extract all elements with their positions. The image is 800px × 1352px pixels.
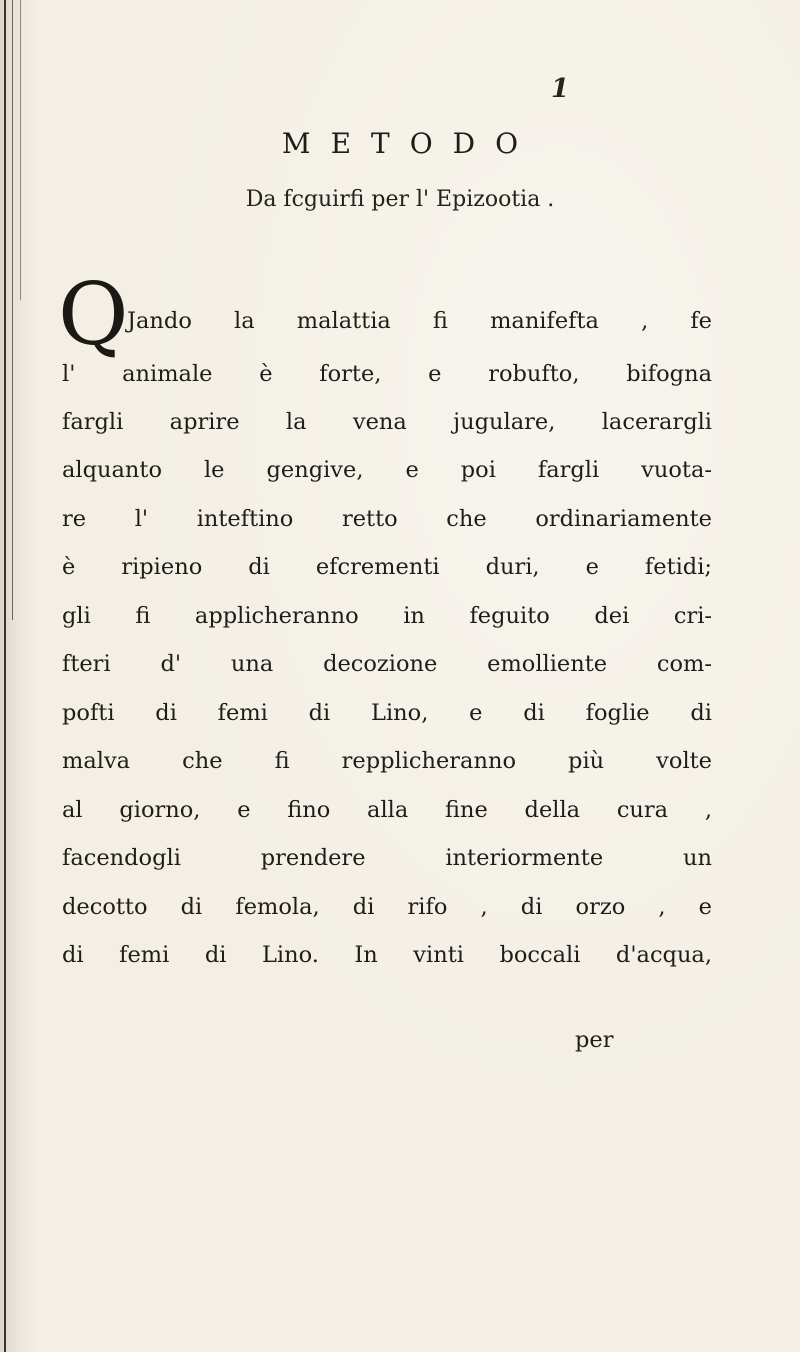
text-line: al giorno, e fino alla fine della cura , xyxy=(62,797,712,823)
text-line: malva che fi repplicheranno più volte xyxy=(62,748,712,774)
text-line: fargli aprire la vena jugulare, lacerargli xyxy=(62,409,712,435)
text-line: gli fi applicheranno in feguito dei cri- xyxy=(62,603,712,629)
text-line: di femi di Lino. In vinti boccali d'acqua, xyxy=(62,942,712,968)
gutter-line xyxy=(12,0,13,620)
text-line: re l' inteftino retto che ordinariamente xyxy=(62,506,712,532)
catchword: per xyxy=(575,1027,614,1053)
text-line: è ripieno di efcrementi duri, e fetidi; xyxy=(62,554,712,580)
text-line: l' animale è forte, e robufto, bifogna xyxy=(62,361,712,387)
text-line: decotto di femola, di rifo , di orzo , e xyxy=(62,894,712,920)
drop-cap: Q xyxy=(58,265,129,365)
page-title: METODO xyxy=(281,127,539,160)
text-line: alquanto le gengive, e poi fargli vuota- xyxy=(62,457,712,483)
text-line: facendogli prendere interiormente un xyxy=(62,845,712,871)
page-subtitle: Da fcguirfi per l' Epizootia . xyxy=(245,187,555,212)
page-number: 1 xyxy=(551,74,570,104)
text-line: fteri d' una decozione emolliente com- xyxy=(62,651,712,677)
text-line: Jando la malattia fi manifefta , fe xyxy=(127,308,712,334)
text-line: pofti di femi di Lino, e di foglie di xyxy=(62,700,712,726)
